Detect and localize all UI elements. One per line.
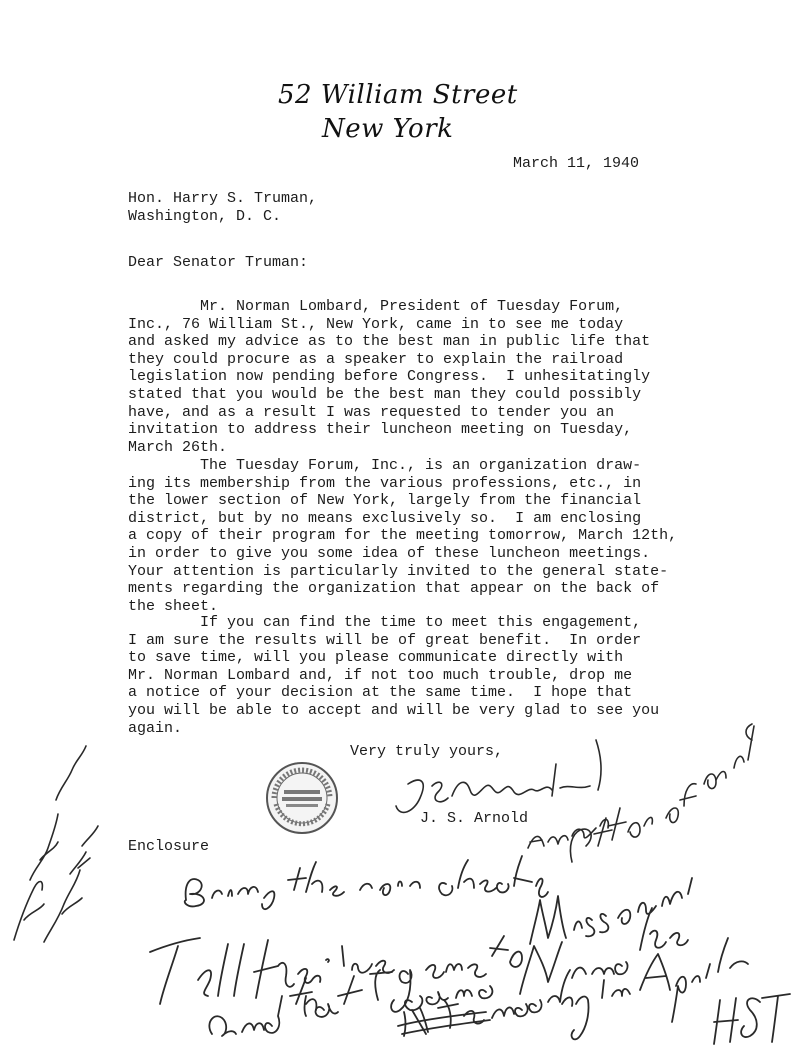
- paragraph-2: [128, 457, 677, 615]
- text-line: again.: [128, 719, 183, 737]
- text-line: invitation to address their luncheon meeting on Tuesday,: [128, 421, 633, 439]
- text-line: Mr. Norman Lombard and, if not too much trouble, drop me: [128, 666, 633, 684]
- complimentary-close: Very truly yours,: [350, 743, 504, 760]
- archive-stamp: [264, 760, 340, 836]
- text-line: ments regarding the organization that appear on the back of: [128, 580, 660, 598]
- salutation: Dear Senator Truman:: [128, 254, 309, 271]
- letter-date: March 11, 1940: [513, 155, 640, 172]
- text-line: and asked my advice as to the best man in public life that: [128, 333, 651, 351]
- text-line: have, and as a result I was requested to tender you an: [128, 403, 615, 421]
- left-margin-note: [14, 746, 98, 942]
- letterhead-street: 52 William Street: [278, 80, 518, 110]
- recipient-address: [128, 190, 317, 225]
- text-line: The Tuesday Forum, Inc., is an organization draw-: [128, 457, 642, 474]
- text-line: stated that you would be the best man they could possibly: [128, 385, 642, 403]
- text-line: to save time, will you please communicate directly with: [128, 649, 624, 667]
- text-line: March 26th.: [128, 438, 228, 456]
- text-line: Inc., 76 William St., New York, came in to see me today: [128, 315, 624, 333]
- text-line: in order to give you some idea of these luncheon meetings.: [128, 544, 651, 562]
- bottom-note: [150, 856, 790, 1044]
- signer-name: J. S. Arnold: [420, 810, 529, 827]
- text-line: the sheet.: [128, 597, 219, 615]
- text-line: ing its membership from the various professions, etc., in: [128, 474, 642, 492]
- paragraph-1: [128, 298, 650, 456]
- text-line: Your attention is particularly invited to the general state-: [128, 562, 669, 580]
- letterhead-city: New York: [322, 114, 454, 144]
- text-line: Mr. Norman Lombard, President of Tuesday Forum,: [128, 298, 624, 315]
- recipient-line-2: Washington, D. C.: [128, 207, 282, 225]
- text-line: I am sure the results will be of great benefit. In order: [128, 631, 642, 649]
- enclosure-note: Enclosure: [128, 838, 210, 855]
- text-line: If you can find the time to meet this engagement,: [128, 614, 642, 631]
- text-line: a copy of their program for the meeting tomorrow, March 12th,: [128, 527, 678, 545]
- text-line: they could procure as a speaker to explain the railroad: [128, 350, 624, 368]
- letterhead: [270, 78, 530, 146]
- text-line: you will be able to accept and will be very glad to see you: [128, 701, 660, 719]
- right-margin-note: [528, 724, 754, 862]
- text-line: a notice of your decision at the same time. I hope that: [128, 684, 633, 702]
- text-line: the lower section of New York, largely from the financial: [128, 492, 642, 510]
- text-line: legislation now pending before Congress. I unhesitatingly: [128, 368, 651, 386]
- text-line: district, but by no means exclusively so. I am enclosing: [128, 509, 642, 527]
- paragraph-3: [128, 614, 659, 737]
- recipient-line-1: Hon. Harry S. Truman,: [128, 190, 318, 207]
